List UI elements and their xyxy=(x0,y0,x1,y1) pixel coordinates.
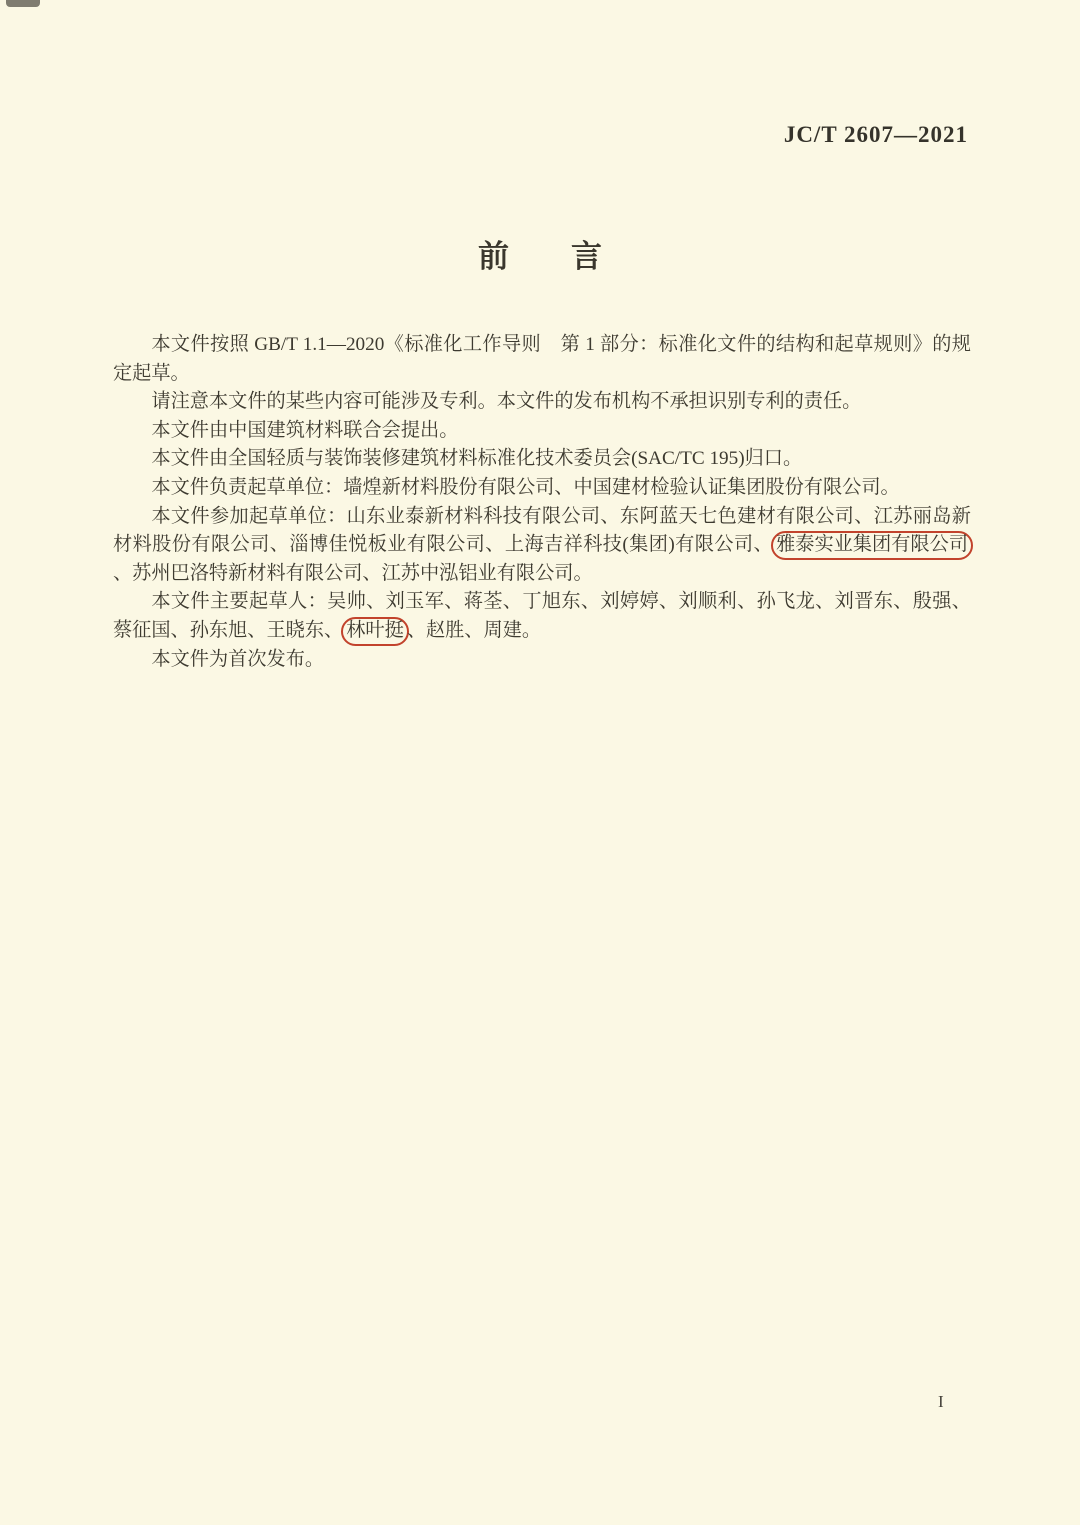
participating-units-text-before: 本文件参加起草单位：山东业泰新材料科技有限公司、东阿蓝天七色建材有限公司、江苏丽岛新材料股份有限公司、淄博佳悦板业有限公司、上海吉祥科技(集团)有限公司、 xyxy=(113,505,971,556)
red-circle-annotation-person xyxy=(341,617,409,646)
paragraph-participating-units xyxy=(113,503,971,589)
paragraph-lead-drafting-units: 本文件负责起草单位：墙煌新材料股份有限公司、中国建材检验认证集团股份有限公司。 xyxy=(151,476,900,498)
participating-units-text-after: 、苏州巴洛特新材料有限公司、江苏中泓铝业有限公司。 xyxy=(113,562,593,584)
document-body xyxy=(113,331,971,674)
paragraph-main-drafters xyxy=(113,588,971,645)
circled-company-name: 雅泰实业集团有限公司 xyxy=(776,534,968,556)
paragraph-proposed-by: 本文件由中国建筑材料联合会提出。 xyxy=(151,419,459,441)
page-number: I xyxy=(938,1392,944,1411)
circled-person-name: 林叶挺 xyxy=(346,619,404,641)
standard-code: JC/T 2607—2021 xyxy=(783,122,968,147)
page-title: 前 言 xyxy=(478,239,602,274)
red-circle-annotation-company xyxy=(771,531,973,560)
paragraph-first-publication: 本文件为首次发布。 xyxy=(151,648,325,670)
main-drafters-text-before: 本文件主要起草人：吴帅、刘玉军、蒋荃、丁旭东、刘婷婷、刘顺利、孙飞龙、刘晋东、殷强、蔡征国、孙东旭、王晓东、 xyxy=(113,591,971,641)
paragraph-drafting-rules: 本文件按照 GB/T 1.1—2020《标准化工作导则 第 1 部分：标准化文件的结构和起草规则》的规定起草。 xyxy=(113,334,971,384)
paragraph-committee: 本文件由全国轻质与装饰装修建筑材料标准化技术委员会(SAC/TC 195)归口。 xyxy=(151,448,803,470)
paragraph-patent-notice: 请注意本文件的某些内容可能涉及专利。本文件的发布机构不承担识别专利的责任。 xyxy=(151,391,862,413)
scan-artifact xyxy=(6,0,40,7)
main-drafters-text-after: 、赵胜、周建。 xyxy=(406,619,542,641)
